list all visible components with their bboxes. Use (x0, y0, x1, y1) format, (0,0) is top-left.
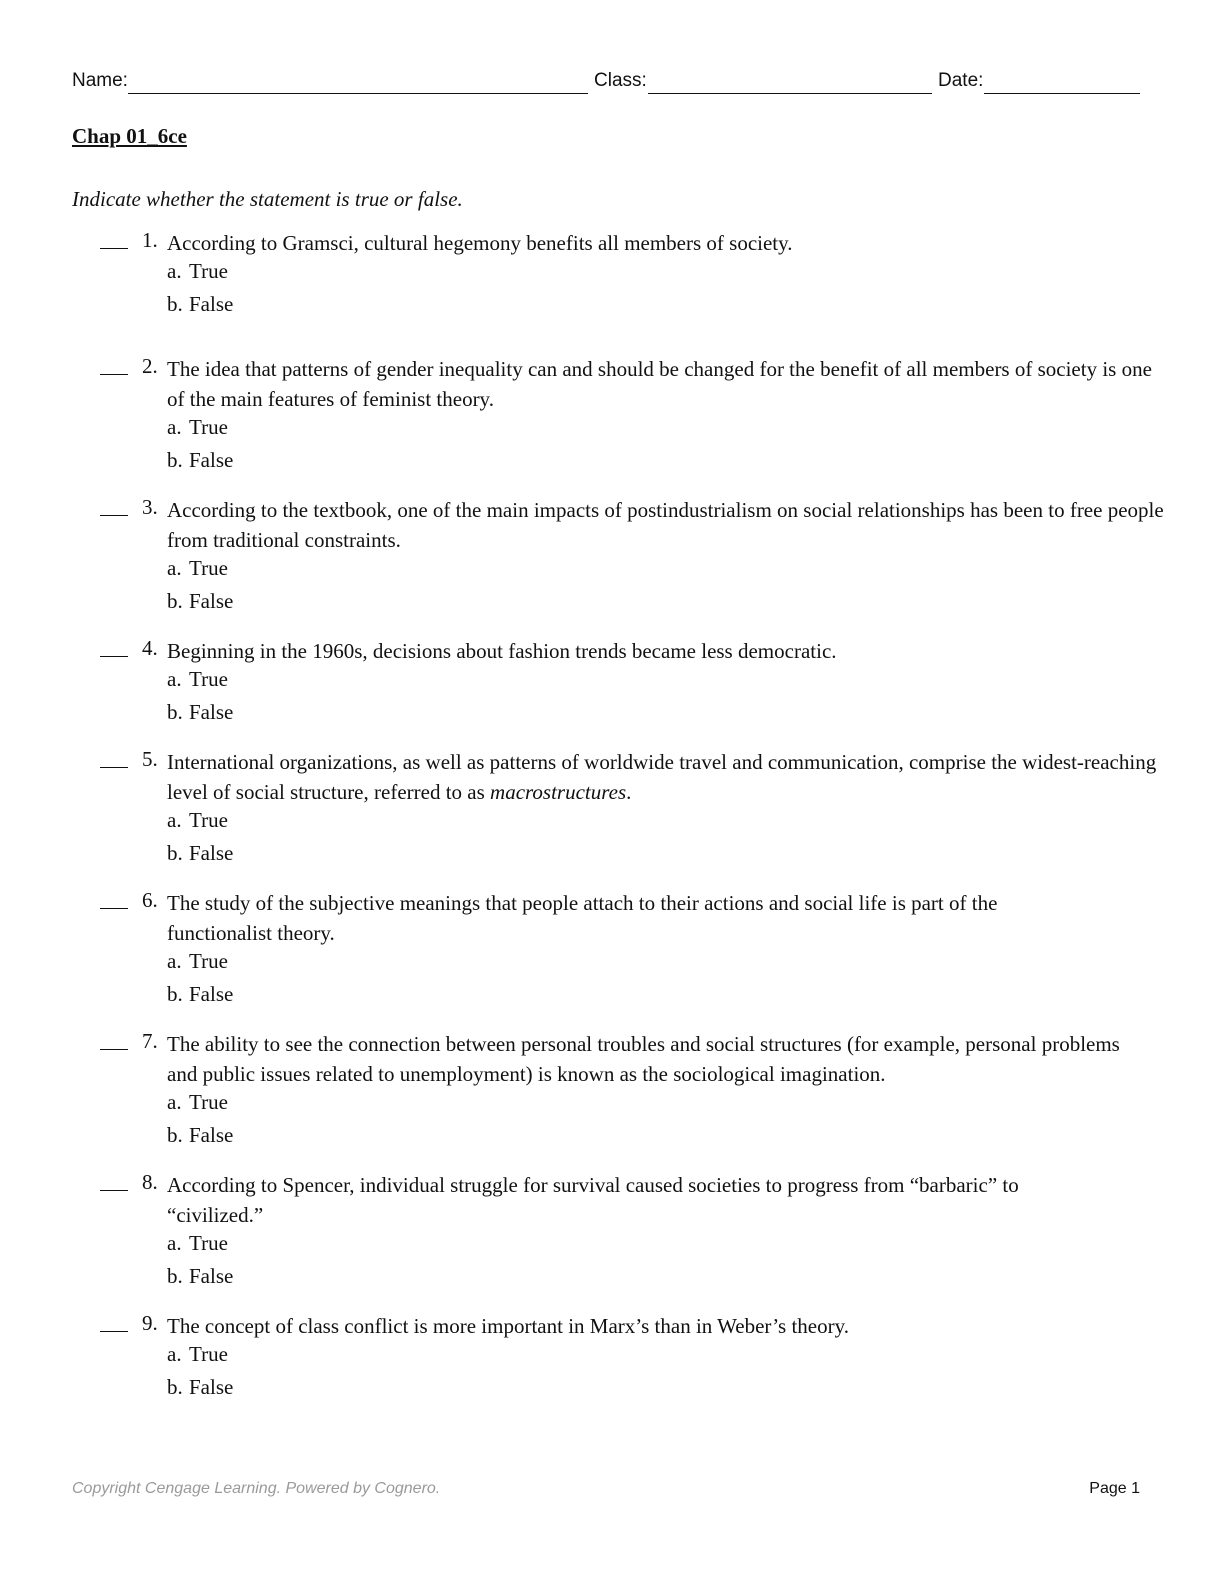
copyright-notice: Copyright Cengage Learning. Powered by Cognero. (72, 1480, 441, 1497)
option-text: True (189, 556, 228, 580)
question-stem: According to the textbook, one of the main impacts of postindustrialism on social relationships has been to free people from traditional constraints. (167, 498, 1164, 552)
question-stem: The ability to see the connection between personal troubles and social structures (for example, personal problems and public issues related to unemployment) is known as the sociological imagination. (167, 1032, 1120, 1086)
option-a (167, 553, 228, 583)
option-letter: a. (167, 808, 182, 832)
answer-blank-5[interactable] (100, 767, 128, 768)
question-number: 3. (142, 495, 158, 519)
question-number: 7. (142, 1029, 158, 1053)
answer-blank-2[interactable] (100, 374, 128, 375)
option-letter: a. (167, 949, 182, 973)
option-a (167, 1228, 228, 1258)
question-number: 2. (142, 354, 158, 378)
emphasized-term: macrostructures (490, 780, 627, 804)
question-stem: The study of the subjective meanings that people attach to their actions and social life is part of the functionalist theory. (167, 891, 998, 945)
question-stem: According to Spencer, individual struggle for survival caused societies to progress from “barbaric” to “civilized.” (167, 1173, 1019, 1227)
option-text: False (189, 1375, 234, 1399)
instructions: Indicate whether the statement is true or false. (72, 187, 463, 211)
answer-blank-1[interactable] (100, 248, 128, 249)
date-field-line[interactable] (984, 93, 1140, 94)
question-stem: The idea that patterns of gender inequality can and should be changed for the benefit of all members of society is one of the main features of feminist theory. (167, 357, 1152, 411)
option-b (167, 697, 233, 727)
option-b (167, 1372, 233, 1402)
option-text: True (189, 949, 228, 973)
option-letter: a. (167, 1231, 182, 1255)
option-a (167, 946, 228, 976)
option-b (167, 1261, 233, 1291)
option-text: True (189, 667, 228, 691)
option-letter: a. (167, 259, 182, 283)
answer-blank-3[interactable] (100, 515, 128, 516)
option-text: False (189, 841, 234, 865)
date-label: Date: (938, 70, 984, 91)
option-letter: b. (167, 589, 183, 613)
answer-blank-6[interactable] (100, 908, 128, 909)
name-field-line[interactable] (128, 93, 588, 94)
option-letter: b. (167, 1264, 183, 1288)
option-letter: a. (167, 1342, 182, 1366)
question-stem: The concept of class conflict is more important in Marx’s than in Weber’s theory. (167, 1314, 849, 1338)
page-number: Page 1 (1089, 1480, 1140, 1497)
option-text: False (189, 700, 234, 724)
option-text: False (189, 1123, 234, 1147)
option-a (167, 256, 228, 286)
option-text: False (189, 1264, 234, 1288)
option-text: True (189, 259, 228, 283)
option-letter: a. (167, 556, 182, 580)
answer-blank-4[interactable] (100, 656, 128, 657)
question-stem-end: . (626, 780, 632, 804)
option-text: True (189, 1090, 228, 1114)
class-field-line[interactable] (648, 93, 932, 94)
answer-blank-9[interactable] (100, 1331, 128, 1332)
answer-blank-8[interactable] (100, 1190, 128, 1191)
option-text: False (189, 982, 234, 1006)
option-letter: a. (167, 1090, 182, 1114)
question-number: 5. (142, 747, 158, 771)
option-a (167, 1339, 228, 1369)
option-b (167, 289, 233, 319)
question-number: 8. (142, 1170, 158, 1194)
option-letter: b. (167, 700, 183, 724)
option-a (167, 805, 228, 835)
option-letter: b. (167, 448, 183, 472)
option-letter: b. (167, 982, 183, 1006)
option-text: True (189, 1342, 228, 1366)
header-fields (72, 70, 1142, 98)
question-stem-text: International organizations, as well as patterns of worldwide travel and communication, comprise the widest-reaching level of social structure, referred to as (167, 750, 1157, 804)
option-text: True (189, 415, 228, 439)
question-number: 6. (142, 888, 158, 912)
option-text: False (189, 448, 234, 472)
question-stem: According to Gramsci, cultural hegemony benefits all members of society. (167, 231, 793, 255)
name-label: Name: (72, 70, 128, 91)
option-letter: b. (167, 841, 183, 865)
option-letter: b. (167, 1375, 183, 1399)
option-b (167, 586, 233, 616)
option-b (167, 979, 233, 1009)
option-text: False (189, 292, 234, 316)
option-letter: a. (167, 415, 182, 439)
answer-blank-7[interactable] (100, 1049, 128, 1050)
option-text: True (189, 1231, 228, 1255)
option-b (167, 445, 233, 475)
option-text: True (189, 808, 228, 832)
option-b (167, 1120, 233, 1150)
option-a (167, 412, 228, 442)
question-stem (167, 747, 1157, 807)
question-number: 1. (142, 228, 158, 252)
class-label: Class: (594, 70, 647, 91)
option-letter: b. (167, 292, 183, 316)
chapter-title: Chap 01_6ce (72, 124, 187, 148)
option-a (167, 1087, 228, 1117)
option-b (167, 838, 233, 868)
question-number: 4. (142, 636, 158, 660)
option-text: False (189, 589, 234, 613)
option-a (167, 664, 228, 694)
option-letter: a. (167, 667, 182, 691)
question-number: 9. (142, 1311, 158, 1335)
question-stem: Beginning in the 1960s, decisions about fashion trends became less democratic. (167, 639, 837, 663)
option-letter: b. (167, 1123, 183, 1147)
